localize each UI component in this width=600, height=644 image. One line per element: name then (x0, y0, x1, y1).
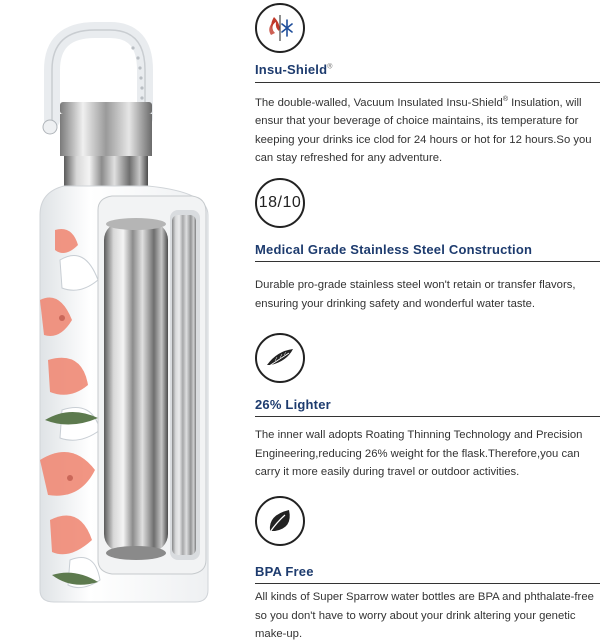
feature-title: Medical Grade Stainless Steel Construction (255, 242, 533, 257)
steel-grade-label: 18/10 (258, 194, 302, 211)
feature-description: The double-walled, Vacuum Insulated Insu-Shield® Insulation, will ensur that your beverage of choice maintains, its temperature for keeping your drinks ice clod for 24 hours or hot for 12 hours.So you can stay refreshed for any adventure. (255, 96, 592, 165)
feature-lighter (255, 333, 600, 483)
feature-description: Durable pro-grade stainless steel won't retain or transfer flavors, ensuring your drinking safety and wonderful water taste. (255, 279, 576, 310)
divider (255, 261, 600, 262)
feather-icon (255, 333, 305, 383)
feature-insu-shield (255, 0, 600, 165)
feature-title: BPA Free (255, 564, 314, 579)
divider (255, 583, 600, 584)
feature-bpa-free (255, 496, 600, 640)
bottle-image (0, 0, 240, 637)
leaf-icon (255, 496, 305, 546)
divider (255, 416, 600, 417)
feature-stainless-steel (255, 178, 600, 318)
feature-description: All kinds of Super Sparrow water bottles are BPA and phthalate-free so you don't have to worry about your drink altering your genetic make-up. (255, 591, 594, 640)
hot-cold-icon (255, 3, 305, 53)
feature-title: 26% Lighter (255, 397, 331, 412)
feature-description: The inner wall adopts Roating Thinning Technology and Precision Engineering,reducing 26% weight for the flask.Therefore,you can carry it more easily during travel or outdoor activities. (255, 429, 583, 478)
divider (255, 82, 600, 83)
feature-title: Insu-Shield® (255, 62, 333, 77)
steel-grade-icon (255, 178, 305, 228)
bottle-illustration (0, 0, 240, 637)
